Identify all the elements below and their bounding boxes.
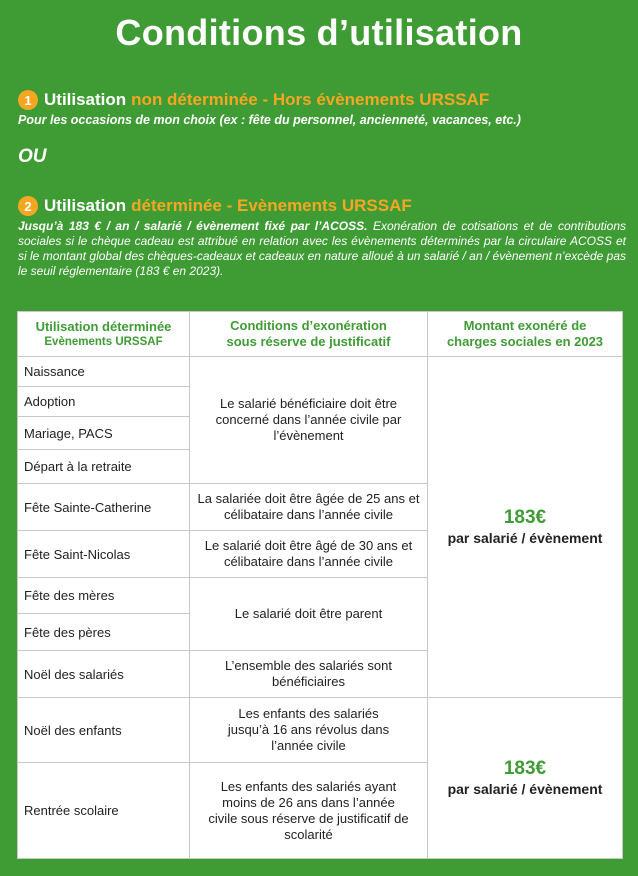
condition-cell: Le salarié doit être parent xyxy=(190,578,428,651)
header-conditions xyxy=(190,312,428,357)
amount-label: par salarié / évènement xyxy=(447,781,603,797)
table-row-event: Fête des mères xyxy=(18,578,190,614)
header-event xyxy=(18,312,190,357)
section-heading xyxy=(18,90,626,110)
section-highlight: déterminée - Evènements URSSAF xyxy=(131,196,412,215)
amount-value: 183€ xyxy=(503,758,547,779)
table-row-event: Noël des enfants xyxy=(18,698,190,763)
condition-cell: Le salarié doit être âgé de 30 ans et célibataire dans l’année civile xyxy=(190,531,428,578)
table-row-event: Fête des pères xyxy=(18,614,190,651)
header-conditions-line2: sous réserve de justificatif xyxy=(226,334,391,349)
header-amount-line2: charges sociales en 2023 xyxy=(446,334,604,349)
header-event-line1: Utilisation déterminée xyxy=(35,318,172,334)
condition-cell: La salariée doit être âgée de 25 ans et célibataire dans l’année civile xyxy=(190,484,428,531)
amount-cell xyxy=(428,698,622,858)
table-row-event: Rentrée scolaire xyxy=(18,763,190,858)
section-label: Utilisation xyxy=(44,90,127,109)
amount-label: par salarié / évènement xyxy=(447,530,603,546)
or-label: OU xyxy=(18,146,47,167)
header-amount xyxy=(428,312,622,357)
section-non-determined xyxy=(18,90,626,127)
condition-cell: Les enfants des salariés jusqu’à 16 ans révolus dans l’année civile xyxy=(190,698,428,763)
condition-cell: L’ensemble des salariés sont bénéficiaires xyxy=(190,651,428,698)
condition-cell: Les enfants des salariés ayant moins de 26 ans dans l’année civile sous réserve de justificatif de scolarité xyxy=(190,763,428,858)
header-conditions-line1: Conditions d’exonération xyxy=(230,318,387,333)
section-subtitle: Pour les occasions de mon choix (ex : fête du personnel, ancienneté, vacances, etc.) xyxy=(18,113,521,127)
table-row-event: Adoption xyxy=(18,387,190,417)
header-amount-line1: Montant exonéré de xyxy=(463,318,587,333)
section-label: Utilisation xyxy=(44,196,127,215)
description-body: Exonération de cotisations et de contributions sociales si le chèque cadeau est attribué en relation avec les évènements déterminés par la circulaire ACOSS et si le montant global des chèques-cadeaux et cadeaux en nature alloué à un salarié / an / évènement n’excède pas le seuil réglementaire (183 € en 2023). xyxy=(18,219,627,278)
page-title: Conditions d’utilisation xyxy=(115,12,523,53)
exoneration-table xyxy=(17,311,623,859)
table-row-event: Départ à la retraite xyxy=(18,450,190,484)
condition-cell: Le salarié bénéficiaire doit être concerné dans l’année civile par l’évènement xyxy=(190,357,428,484)
table-row-event: Naissance xyxy=(18,357,190,387)
amount-value: 183€ xyxy=(503,507,547,528)
section-heading xyxy=(18,196,626,216)
section-highlight: non déterminée - Hors évènements URSSAF xyxy=(131,90,490,109)
table-row-event: Noël des salariés xyxy=(18,651,190,698)
number-badge-icon: 1 xyxy=(18,90,38,110)
section-description xyxy=(18,219,626,279)
table-row-event: Fête Sainte-Catherine xyxy=(18,484,190,531)
amount-cell xyxy=(428,357,622,698)
description-lead: Jusqu’à 183 € / an / salarié / évènement fixé par l’ACOSS. xyxy=(18,219,368,233)
table-row-event: Mariage, PACS xyxy=(18,417,190,450)
table-row-event: Fête Saint-Nicolas xyxy=(18,531,190,578)
header-event-line2: Evènements URSSAF xyxy=(44,335,163,348)
section-determined xyxy=(18,196,626,279)
number-badge-icon: 2 xyxy=(18,196,38,216)
